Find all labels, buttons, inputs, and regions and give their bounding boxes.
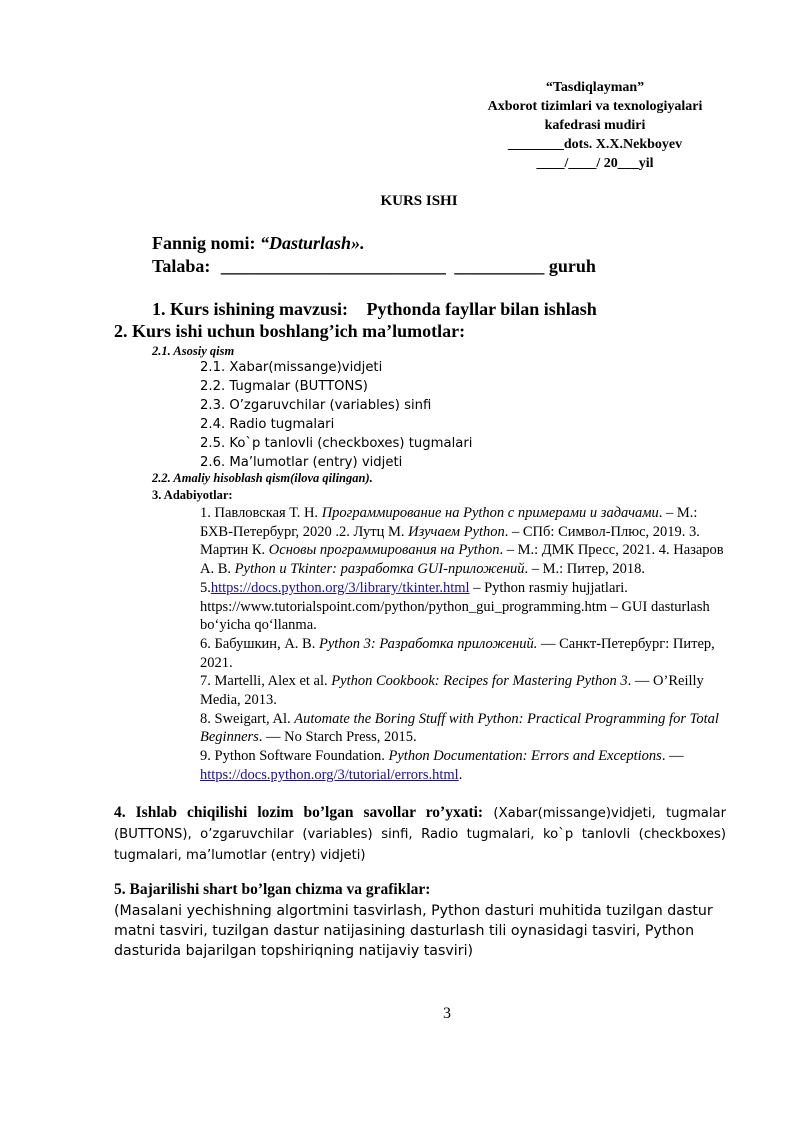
group-blank: __________ — [454, 256, 545, 276]
tkinter-docs-link[interactable]: https://docs.python.org/3/library/tkinter.html — [210, 579, 470, 596]
group-label: guruh — [548, 256, 596, 276]
student-name-blank: _________________________ — [220, 256, 446, 276]
section-5 — [114, 880, 726, 961]
section-2-heading: 2. Kurs ishi uchun boshlang’ich ma’lumotlar: — [114, 321, 466, 341]
approval-signature: ________dots. X.X.Nekboyev — [507, 137, 683, 152]
reference-6: 6. Бабушкин, А. В. Python 3: Разработка приложений. — Санкт-Петербург: Питер, 2021. — [200, 635, 715, 671]
page-number: 3 — [443, 1005, 451, 1022]
subsection-main-part: 2.1. Asosiy qism — [152, 344, 235, 358]
section-1-topic: Pythonda fayllar bilan ishlash — [366, 299, 597, 319]
references-list — [200, 504, 730, 785]
approval-heading: “Tasdiqlayman” — [545, 80, 645, 95]
document-title: KURS ISHI — [380, 193, 458, 209]
reference-1-4: 1. Павловская Т. Н. Программирование на Python с примерами и задачами. – М.: БХВ-Петербург, 2020 .2. Лутц М. Изучаем Python. – СПб: Символ-Плюс, 2019. 3. Мартин К. Основы программирования на Python. – М.: ДМК Пресс, 2021. 4. Назаров А. В. Python и Tkinter: разработка GUI-приложений. – М.: Питер, 2018. — [200, 505, 724, 578]
list-item: 2.6. Ma’lumotlar (entry) vidjeti — [200, 455, 403, 470]
reference-8: 8. Sweigart, Al. Automate the Boring Stuff with Python: Practical Programming for Total Beginners. — No Starch Press, 2015. — [200, 710, 719, 746]
section-4 — [114, 803, 726, 866]
topic-list — [200, 358, 472, 472]
section-1 — [152, 299, 597, 320]
reference-9: 9. Python Software Foundation. Python Documentation: Errors and Exceptions. — https://docs.python.org/3/tutorial/errors.html. — [200, 748, 684, 783]
list-item: 2.1. Xabar(missange)vidjeti — [200, 360, 383, 375]
list-item: 2.3. O’zgaruvchilar (variables) sinfi — [200, 398, 432, 413]
student-line — [152, 256, 596, 277]
subsection-references: 3. Adabiyotlar: — [152, 488, 233, 502]
approval-block — [460, 78, 730, 173]
errors-docs-link[interactable]: https://docs.python.org/3/tutorial/errors.html — [200, 766, 459, 783]
approval-date: ____/____/ 20___yil — [536, 156, 654, 171]
subject-label: Fannig nomi: — [152, 233, 256, 253]
subject-line — [152, 233, 365, 254]
subject-value: “Dasturlash». — [260, 233, 365, 253]
list-item: 2.4. Radio tugmalari — [200, 417, 335, 432]
section-5-text: (Masalani yechishning algortmini tasvirlash, Python dasturi muhitida tuzilgan dastur matni tasviri, tuzilgan dastur natijasining dasturlash tili oynasidagi tasviri, Python dasturida bajarilgan topshiriqning natijaviy tasviri) — [114, 903, 713, 959]
reference-5: 5.https://docs.python.org/3/library/tkinter.html – Python rasmiy hujjatlari. https://www.tutorialspoint.com/python/python_gui_programming.htm – GUI dasturlash bo‘yicha qo‘llanma. — [200, 579, 710, 634]
approval-department: Axborot tizimlari va texnologiyalari — [487, 99, 703, 114]
reference-7: 7. Martelli, Alex et al. Python Cookbook: Recipes for Mastering Python 3. — O’Reilly Media, 2013. — [200, 673, 704, 709]
subsection-practical: 2.2. Amaliy hisoblash qism(ilova qilingan). — [152, 471, 373, 485]
section-1-label: 1. Kurs ishining mavzusi: — [152, 299, 349, 319]
section-4-heading: 4. Ishlab chiqilishi lozim bo’lgan savollar ro’yxati: — [114, 804, 484, 821]
approval-role: kafedrasi mudiri — [544, 118, 646, 133]
list-item: 2.2. Tugmalar (BUTTONS) — [200, 379, 368, 394]
section-4-text: (Xabar(missange)vidjeti, tugmalar (BUTTONS), o’zgaruvchilar (variables) sinfi, Radio tugmalari, ko`p tanlovli (checkboxes) tugmalari, ma’lumotlar (entry) vidjeti) — [114, 806, 726, 863]
student-label: Talaba: — [152, 256, 211, 276]
list-item: 2.5. Ko`p tanlovli (checkboxes) tugmalari — [200, 436, 473, 451]
section-5-heading: 5. Bajarilishi shart bo’lgan chizma va grafiklar: — [114, 881, 431, 898]
